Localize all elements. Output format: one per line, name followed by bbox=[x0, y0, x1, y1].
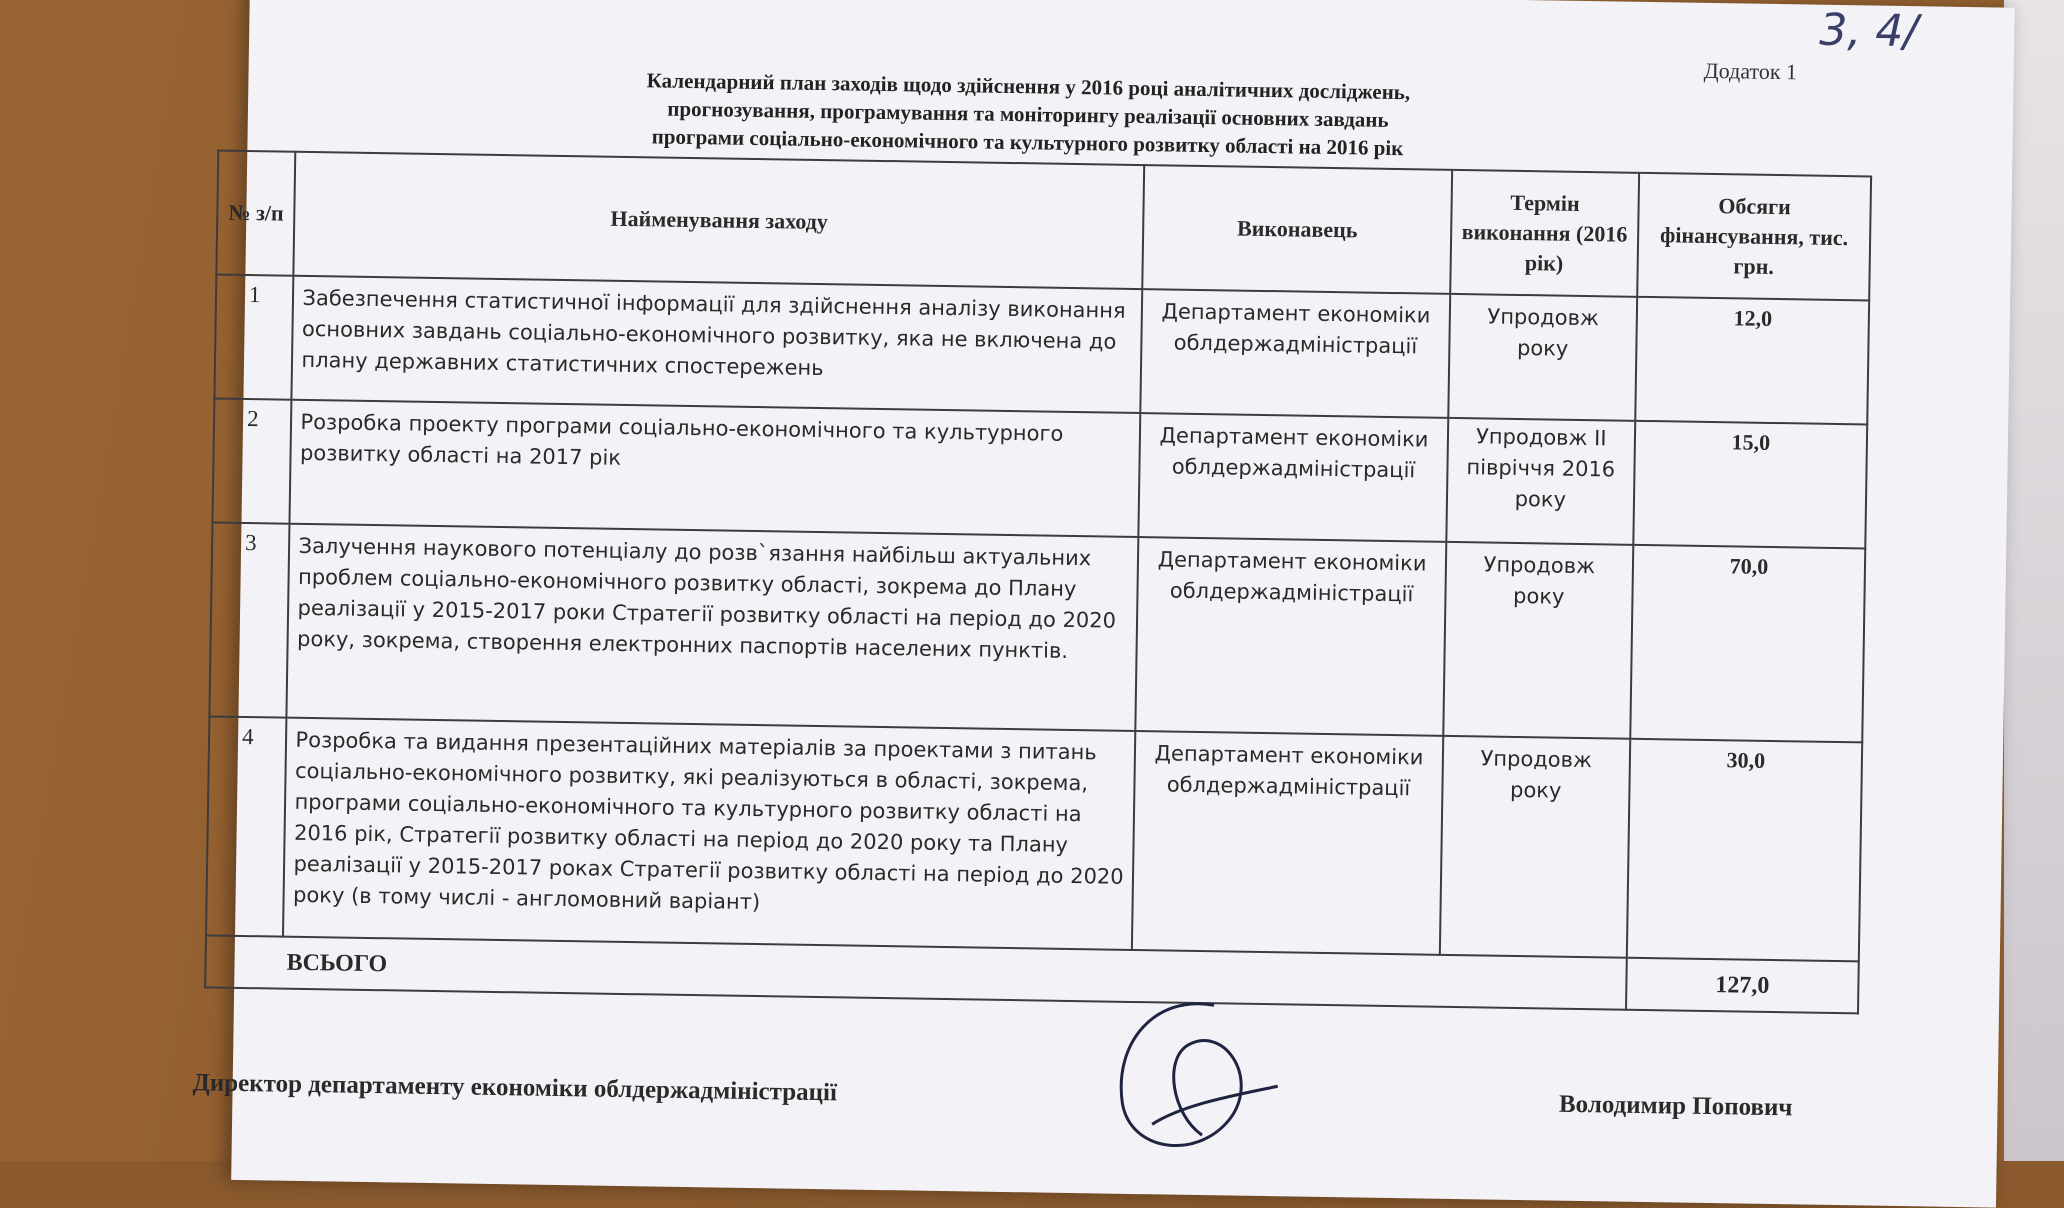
row-term: Упродовж II півріччя 2016 року bbox=[1446, 418, 1635, 545]
header-term: Термін виконання (2016 рік) bbox=[1450, 170, 1639, 297]
total-label: ВСЬОГО bbox=[205, 935, 1627, 1009]
row-term: Упродовж року bbox=[1440, 736, 1631, 958]
document-title bbox=[527, 64, 1528, 164]
row-num: 2 bbox=[212, 398, 291, 523]
header-executor: Виконавець bbox=[1143, 165, 1452, 294]
header-funding: Обсяги фінансування, тис. грн. bbox=[1637, 173, 1871, 301]
row-name: Забезпечення статистичної інформації для здійснення аналізу виконання основних завдань соціально-економічного розвитку, яка не включена до плану державних статистичних спостережень bbox=[292, 276, 1143, 413]
row-name: Розробка проекту програми соціально-економічного та культурного розвитку області на 2017 рік bbox=[290, 400, 1141, 537]
title-line: Календарний план заходів щодо здійснення у 2016 році аналітичних досліджень, bbox=[646, 68, 1411, 105]
title-line: прогнозування, програмування та моніторингу реалізації основних завдань bbox=[667, 96, 1389, 132]
signatory-position: Директор департаменту економіки облдержадміністрації bbox=[192, 1069, 838, 1107]
table-row bbox=[209, 522, 1865, 742]
annex-label: Додаток 1 bbox=[1703, 57, 1798, 85]
row-executor: Департамент економіки облдержадміністрації bbox=[1139, 413, 1448, 542]
row-funding: 15,0 bbox=[1633, 421, 1867, 549]
row-num: 4 bbox=[206, 716, 287, 936]
row-funding: 70,0 bbox=[1630, 545, 1865, 743]
row-funding: 12,0 bbox=[1635, 297, 1869, 425]
row-name: Розробка та видання презентаційних матеріалів за проектами з питань соціально-економічного розвитку, які реалізуються в області, зокрема, програми соціально-економічного та культурного розвитку області на 2016 рік, Стратегії розвитку області на період до 2020 року та Плану реалізації у 2015-2017 роках Стратегії розвитку області на період до 2020 року (в тому числі - англомовний варіант) bbox=[283, 718, 1135, 950]
row-executor: Департамент економіки облдержадміністрації bbox=[1136, 537, 1446, 736]
row-term: Упродовж року bbox=[1443, 542, 1633, 739]
row-name: Залучення наукового потенціалу до розв`язання найбільш актуальних проблем соціально-економічного розвитку області, зокрема до Плану реалізації у 2015-2017 роки Стратегії розвитку області на період до 2020 року, зокрема, створення електронних паспортів населених пунктів. bbox=[287, 524, 1139, 731]
row-num: 1 bbox=[214, 275, 293, 400]
signatory-name: Володимир Попович bbox=[1558, 1090, 1793, 1122]
row-executor: Департамент економіки облдержадміністрації bbox=[1132, 731, 1443, 955]
plan-table bbox=[204, 150, 1872, 1015]
table-row bbox=[206, 716, 1862, 961]
document-page bbox=[192, 0, 2015, 1208]
header-name: Найменування заходу bbox=[294, 152, 1145, 289]
signature-scribble bbox=[1091, 983, 1284, 1176]
title-line: програми соціально-економічного та культурного розвитку області на 2016 рік bbox=[651, 124, 1404, 161]
signature-row bbox=[192, 1069, 1853, 1122]
row-funding: 30,0 bbox=[1627, 739, 1862, 962]
row-num: 3 bbox=[209, 522, 290, 717]
handwritten-number: 3, 4/ bbox=[1819, 4, 1919, 58]
row-executor: Департамент економіки облдержадміністрації bbox=[1141, 289, 1450, 418]
desk-edge bbox=[2004, 0, 2064, 1161]
row-term: Упродовж року bbox=[1448, 294, 1637, 421]
header-num: № з/п bbox=[216, 151, 295, 276]
total-value: 127,0 bbox=[1626, 958, 1859, 1014]
